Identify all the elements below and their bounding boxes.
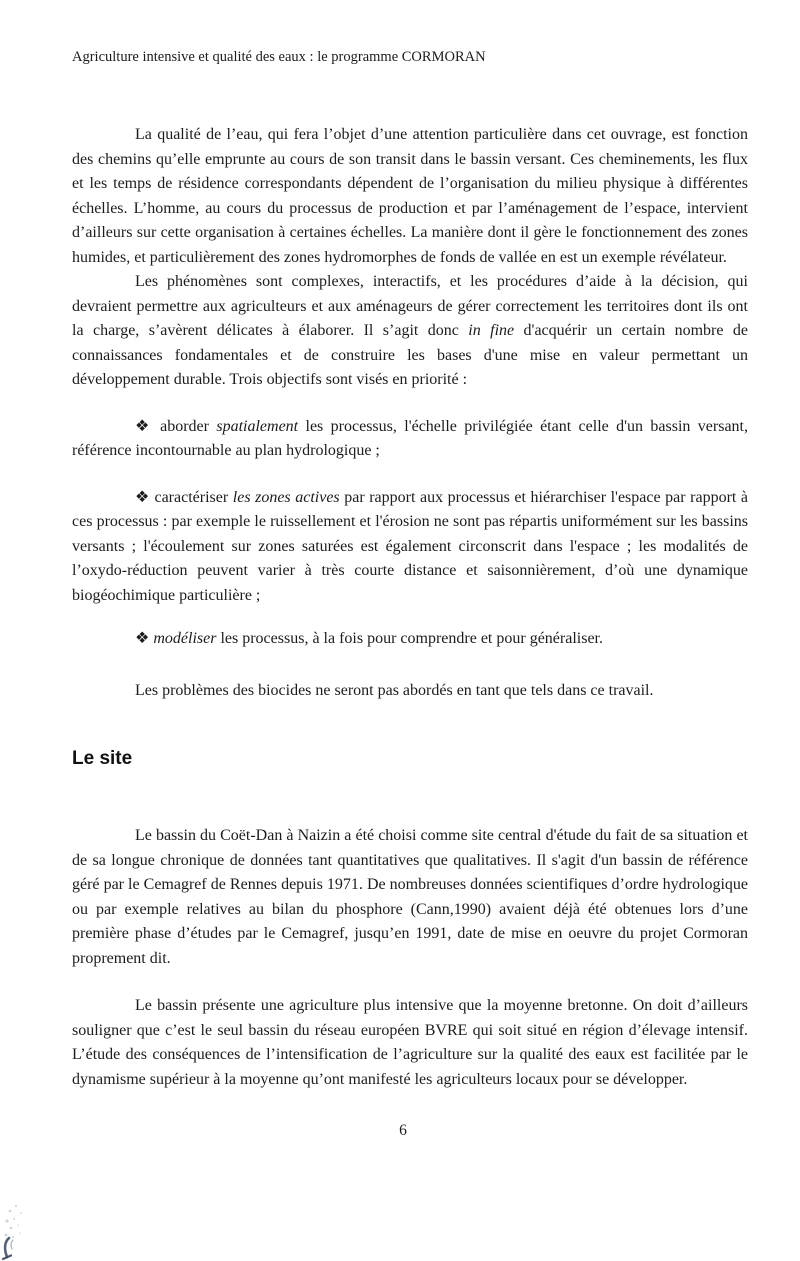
text-segment: ❖ aborder [135, 417, 217, 435]
text-segment: les zones actives [232, 488, 340, 506]
running-header: Agriculture intensive et qualité des eaux : le programme CORMORAN [72, 49, 486, 65]
text-segment: les processus, l'échelle privilégiée étant celle d'un bassin versant, référence incontournable au plan hydrologique ; [72, 417, 748, 459]
bullet-item-spatialement [72, 415, 748, 464]
text-segment: ❖ caractériser [135, 488, 233, 506]
paragraph-phenomena [72, 270, 748, 393]
ink-smudge-artifact [0, 1197, 42, 1261]
paragraph-site-coet-dan [72, 824, 748, 971]
text-segment: Le bassin du Coët-Dan à Naizin a été choisi comme site central d'étude du fait de sa situation et de sa longue chronique de données tant quantitatives que qualitatives. Il s'agit d'un bassin de référence géré par le Cemagref de Rennes depuis 1971. De nombreuses données scientifiques d’ordre hydrologique ou par exemple relatives au bilan du phosphore (Cann,1990) avaient déjà été obtenues lors d’une première phase d’études par le Cemagref, jusqu’en 1991, date de mise en oeuvre du projet Cormoran proprement dit. [72, 827, 748, 967]
paragraph-biocides [72, 679, 748, 704]
text-segment: Les problèmes des biocides ne seront pas abordés en tant que tels dans ce travail. [135, 681, 654, 699]
text-segment: modéliser [153, 630, 217, 647]
paragraph-site-agriculture [72, 994, 748, 1092]
text-segment: Les phénomènes sont complexes, interactifs, et les procédures d’aide à la décision, qui devraient permettre aux agriculteurs et aux aménageurs de gérer correctement les territoires dont ils ont la charge, s’avèrent délicates à élaborer. Il s’agit donc [72, 273, 748, 339]
section-heading-le-site: Le site [72, 748, 133, 769]
paragraph-water-quality [72, 123, 748, 270]
page-body [72, 123, 748, 1092]
text-segment: les processus, à la fois pour comprendre et pour généraliser. [216, 630, 603, 647]
text-segment: Le bassin présente une agriculture plus intensive que la moyenne bretonne. On doit d’ailleurs souligner que c’est le seul bassin du réseau européen BVRE qui soit situé en région d’élevage intensif. L’étude des conséquences de l’intensification de l’agriculture sur la qualité des eaux est facilitée par le dynamisme supérieur à la moyenne qu’ont manifesté les agriculteurs locaux pour se développer. [72, 997, 748, 1088]
page-number: 6 [399, 1122, 407, 1139]
text-segment: d'acquérir un certain nombre de connaissances fondamentales et de construire les bases d'une mise en valeur permettant un développement durable. Trois objectifs sont visés en priorité : [72, 322, 749, 388]
bullet-item-zones-actives [72, 486, 748, 609]
bullet-item-modeliser [72, 627, 748, 652]
text-segment: La qualité de l’eau, qui fera l’objet d’une attention particulière dans cet ouvrage, est fonction des chemins qu’elle emprunte au cours de son transit dans le bassin versant. Ces cheminements, les flux et les temps de résidence correspondants dépendent de l’organisation du milieu physique à différentes échelles. L’homme, au cours du processus de production et par l’aménagement de l’espace, intervient d’ailleurs sur cette organisation à certaines échelles. La manière dont il gère le fonctionnement des zones humides, et particulièrement des zones hydromorphes de fonds de vallée en est un exemple révélateur. [72, 126, 748, 266]
text-segment: in fine [468, 322, 515, 339]
text-segment: par rapport aux processus et hiérarchiser l'espace par rapport à ces processus : par exemple le ruissellement et l'érosion ne sont pas répartis uniformément sur les bassins versants ; l'écoulement sur zones saturées est également circonscrit dans l'espace ; les modalités de l’oxydo-réduction peuvent varier à très courte distance et saisonnièrement, d’où une dynamique biogéochimique particulière ; [72, 488, 749, 604]
text-segment: spatialement [216, 417, 299, 435]
text-segment: ❖ [135, 630, 154, 647]
